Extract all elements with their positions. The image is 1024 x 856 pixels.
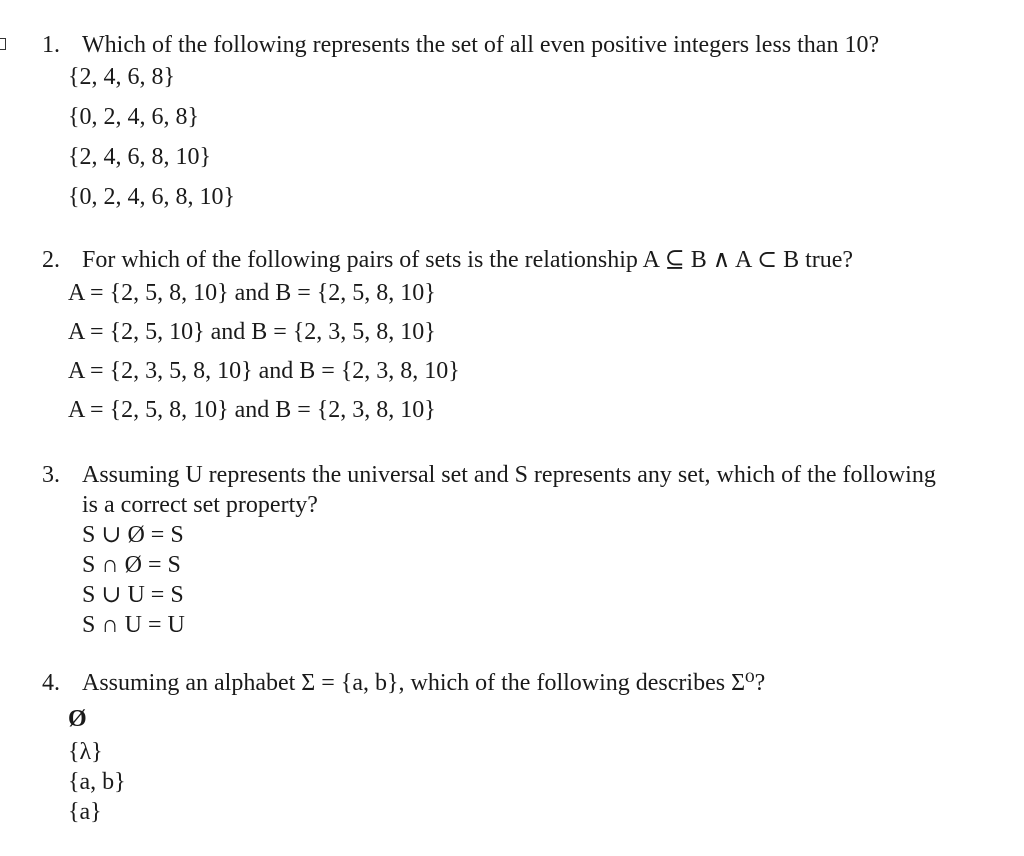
question-stem <box>0 460 942 520</box>
option[interactable]: {0, 2, 4, 6, 8, 10} <box>68 184 236 210</box>
question-stem <box>0 245 942 275</box>
question-number: 3. <box>42 462 60 488</box>
options-list <box>0 278 1000 434</box>
option[interactable]: {a, b} <box>68 769 126 795</box>
option[interactable]: Ø <box>68 706 87 732</box>
option[interactable]: A = {2, 5, 8, 10} and B = {2, 5, 8, 10} <box>68 280 436 306</box>
question-text: Which of the following represents the set of all even positive integers less than 10? <box>82 32 880 58</box>
question-2 <box>0 245 1000 434</box>
option[interactable]: {a} <box>68 799 102 825</box>
question-1 <box>0 30 1000 222</box>
option[interactable]: {0, 2, 4, 6, 8} <box>68 104 200 130</box>
options-list <box>0 520 1000 640</box>
question-text: For which of the following pairs of sets is the relationship A ⊆ B ∧ A ⊂ B true? <box>82 247 854 273</box>
option[interactable]: S ∪ U = S <box>82 582 184 608</box>
options-list <box>0 62 1000 222</box>
question-3 <box>0 460 1000 640</box>
option[interactable]: S ∪ Ø = S <box>82 522 184 548</box>
options-list <box>0 701 1000 827</box>
option[interactable]: {2, 4, 6, 8} <box>68 64 176 90</box>
question-text: Assuming U represents the universal set and S represents any set, which of the following is a correct set property? <box>82 462 936 518</box>
question-number: 1. <box>42 32 60 58</box>
option[interactable]: {2, 4, 6, 8, 10} <box>68 144 212 170</box>
question-number: 2. <box>42 247 60 273</box>
question-number: 4. <box>42 670 60 696</box>
option[interactable]: S ∩ U = U <box>82 612 185 638</box>
option[interactable]: A = {2, 5, 8, 10} and B = {2, 3, 8, 10} <box>68 397 436 423</box>
question-text: Assuming an alphabet Σ = {a, b}, which of the following describes Σ⁰? <box>82 670 766 696</box>
question-stem <box>0 30 942 60</box>
option[interactable]: {λ} <box>68 739 103 765</box>
option[interactable]: S ∩ Ø = S <box>82 552 181 578</box>
option[interactable]: A = {2, 3, 5, 8, 10} and B = {2, 3, 8, 10} <box>68 358 460 384</box>
option[interactable]: A = {2, 5, 10} and B = {2, 3, 5, 8, 10} <box>68 319 436 345</box>
question-4 <box>0 668 1000 827</box>
question-stem <box>0 668 942 698</box>
